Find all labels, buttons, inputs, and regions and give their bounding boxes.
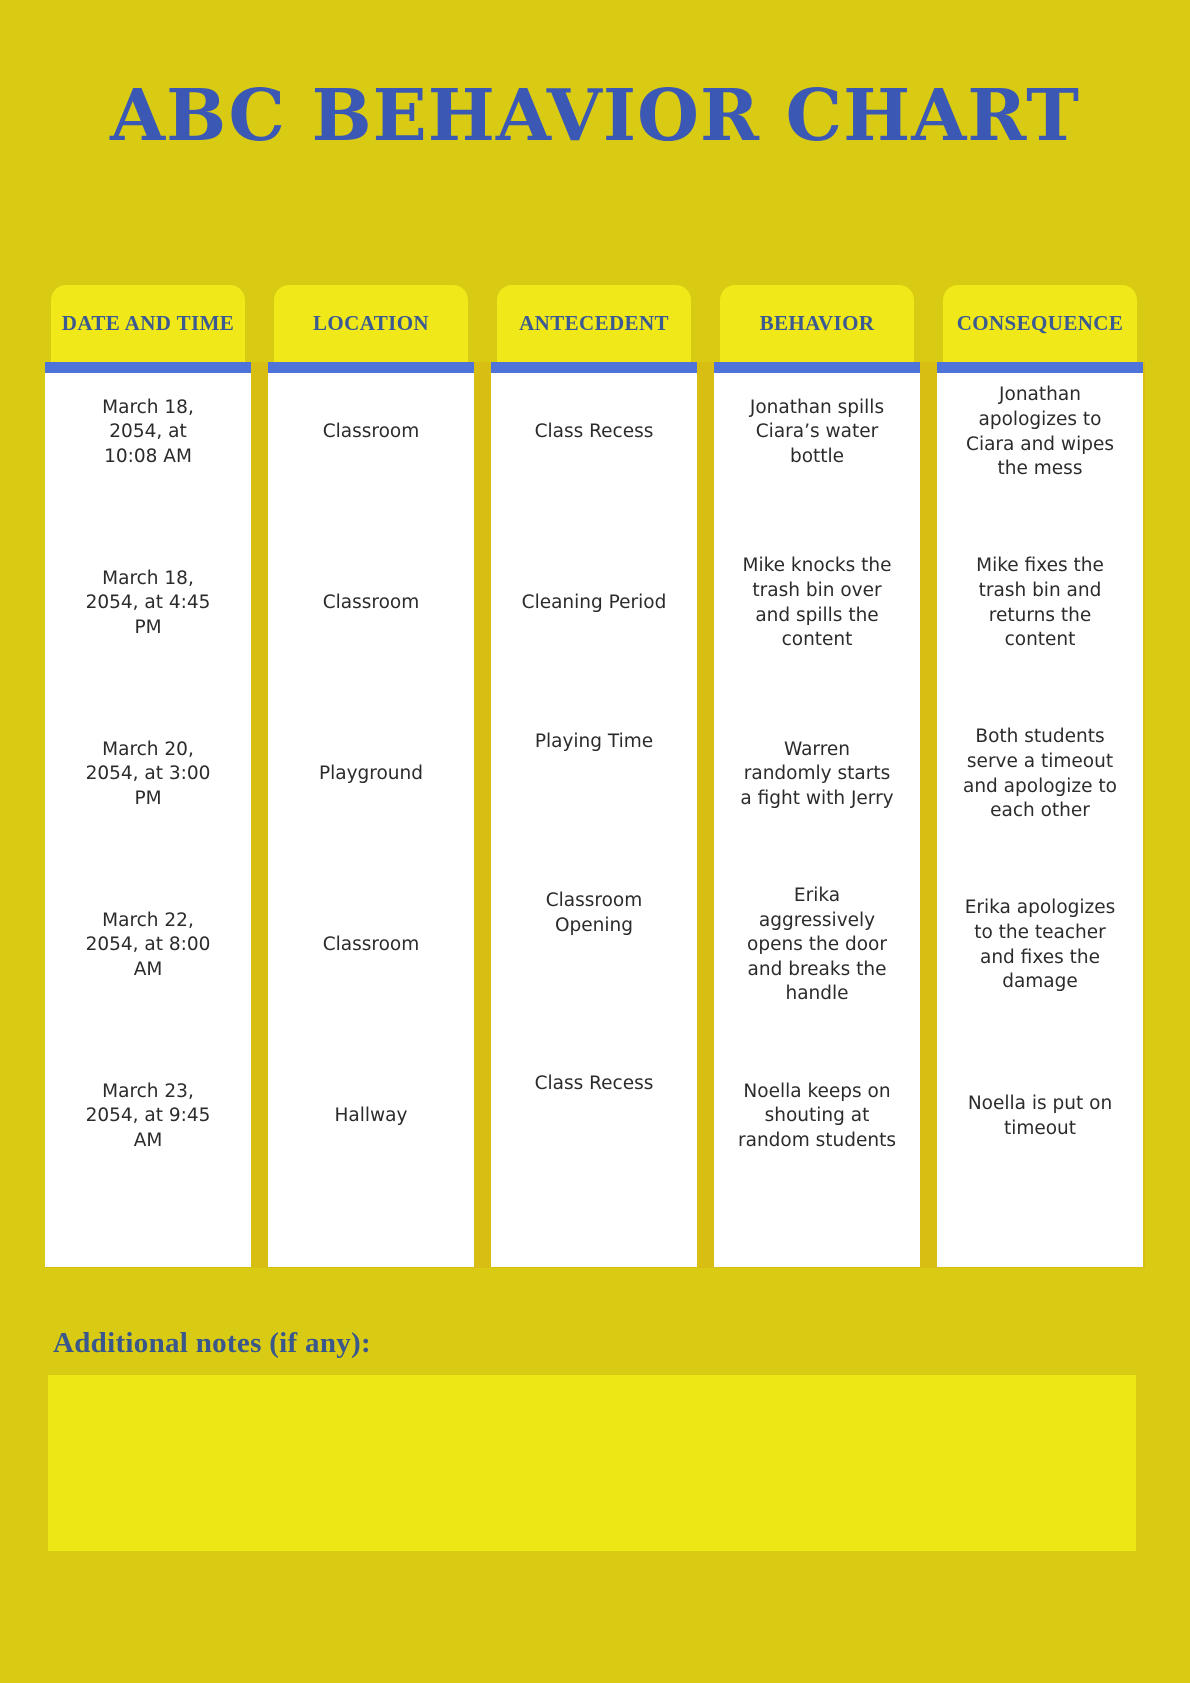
- column-body-behavior: [714, 373, 920, 1267]
- cell-r2-location: Classroom: [322, 592, 420, 614]
- cell-r3-date-time: March 20, 2054, at 3:00 PM: [85, 738, 211, 809]
- additional-notes-input-area[interactable]: [48, 1375, 1136, 1551]
- cell-r1-consequence: Jonathan apologizes to Ciara and wipes the mess: [966, 384, 1114, 480]
- cell-r5-date-time: March 23, 2054, at 9:45 AM: [85, 1080, 211, 1151]
- column-header-consequence: [943, 285, 1137, 362]
- column-location: [268, 285, 474, 1267]
- header-underline-bar: [45, 362, 251, 373]
- cell-r3-behavior: Warren randomly starts a fight with Jerry: [740, 738, 894, 809]
- header-underline-bar: [491, 362, 697, 373]
- cell-r3-antecedent: Playing Time: [534, 731, 654, 753]
- cell-r2-consequence: Mike fixes the trash bin and returns the content: [976, 555, 1104, 651]
- cell-r4-date-time: March 22, 2054, at 8:00 AM: [85, 909, 211, 980]
- cell-r1-date-time: March 18, 2054, at 10:08 AM: [102, 396, 194, 467]
- cell-r2-date-time: March 18, 2054, at 4:45 PM: [85, 567, 211, 638]
- column-header-label: CONSEQUENCE: [956, 311, 1124, 336]
- cell-r2-antecedent: Cleaning Period: [521, 592, 667, 614]
- cell-r5-behavior: Noella keeps on shouting at random students: [738, 1080, 896, 1151]
- column-body-location: [268, 373, 474, 1267]
- column-behavior: [714, 285, 920, 1267]
- cell-r4-antecedent: Classroom Opening: [545, 889, 643, 936]
- column-header-label: LOCATION: [313, 311, 429, 336]
- cell-r5-antecedent: Class Recess: [534, 1073, 654, 1095]
- cell-r3-location: Playground: [318, 763, 424, 785]
- column-body-date-time: [45, 373, 251, 1267]
- cell-r3-consequence: Both students serve a timeout and apologize to each other: [963, 726, 1117, 822]
- column-header-label: ANTECEDENT: [519, 311, 669, 336]
- column-body-consequence: [937, 373, 1143, 1267]
- cell-r1-location: Classroom: [322, 421, 420, 443]
- cell-r5-consequence: Noella is put on timeout: [967, 1092, 1113, 1139]
- column-consequence: [937, 285, 1143, 1267]
- cell-r1-antecedent: Class Recess: [534, 421, 654, 443]
- column-antecedent: [491, 285, 697, 1267]
- cell-r4-behavior: Erika aggressively opens the door and breaks the handle: [747, 885, 887, 1005]
- cell-r1-behavior: Jonathan spills Ciara’s water bottle: [749, 396, 885, 467]
- header-underline-bar: [268, 362, 474, 373]
- column-header-label: DATE AND TIME: [61, 311, 235, 336]
- column-header-label: BEHAVIOR: [759, 311, 875, 336]
- header-underline-bar: [714, 362, 920, 373]
- additional-notes-label: Additional notes (if any):: [53, 1327, 371, 1359]
- column-header-location: [274, 285, 468, 362]
- column-header-date-time: [51, 285, 245, 362]
- page-title: ABC BEHAVIOR CHART: [110, 73, 1080, 157]
- cell-r4-location: Classroom: [322, 934, 420, 956]
- behavior-table: [45, 285, 1145, 1267]
- column-body-antecedent: [491, 373, 697, 1267]
- cell-r2-behavior: Mike knocks the trash bin over and spills the content: [742, 555, 892, 651]
- column-header-antecedent: [497, 285, 691, 362]
- header-underline-bar: [937, 362, 1143, 373]
- column-header-behavior: [720, 285, 914, 362]
- column-date-time: [45, 285, 251, 1267]
- cell-r5-location: Hallway: [334, 1105, 408, 1127]
- cell-r4-consequence: Erika apologizes to the teacher and fixes the damage: [964, 897, 1116, 993]
